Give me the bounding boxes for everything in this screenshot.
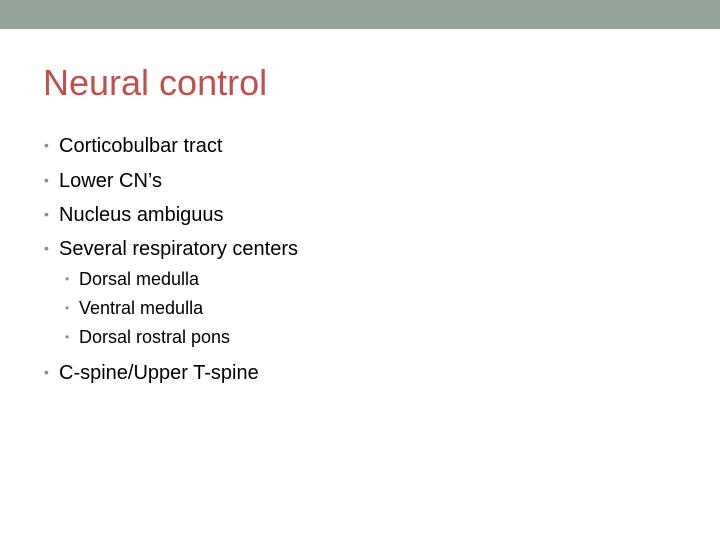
bullet-dot-icon: • (44, 364, 49, 380)
bullet-dot-icon: • (44, 172, 49, 188)
bullet-item (44, 168, 162, 193)
sub-bullet-item (65, 326, 230, 348)
sub-bullet-item (65, 268, 199, 290)
sub-bullet-text: Dorsal rostral pons (79, 327, 231, 347)
slide-title: Neural control (43, 62, 268, 103)
sub-bullet-text: Dorsal medulla (79, 269, 200, 289)
bullet-dot-icon: • (65, 301, 70, 315)
bullet-text: Nucleus ambiguus (59, 204, 224, 226)
bullet-dot-icon: • (44, 206, 49, 222)
bullet-text: Corticobulbar tract (59, 135, 223, 157)
bullet-dot-icon: • (65, 330, 70, 344)
sub-bullet-item (65, 297, 203, 319)
bullet-text: Lower CN’s (59, 170, 162, 192)
bullet-text: C-spine/Upper T-spine (59, 362, 259, 384)
bullet-item (44, 360, 259, 385)
sub-bullet-text: Ventral medulla (79, 298, 204, 318)
bullet-item (44, 202, 224, 227)
bullet-dot-icon: • (44, 240, 49, 256)
bullet-item (44, 133, 222, 158)
bullet-dot-icon: • (44, 137, 49, 153)
bullet-text: Several respiratory centers (59, 238, 298, 260)
bullet-dot-icon: • (65, 272, 70, 286)
bullet-item (44, 236, 298, 261)
bullet-list (44, 0, 704, 540)
